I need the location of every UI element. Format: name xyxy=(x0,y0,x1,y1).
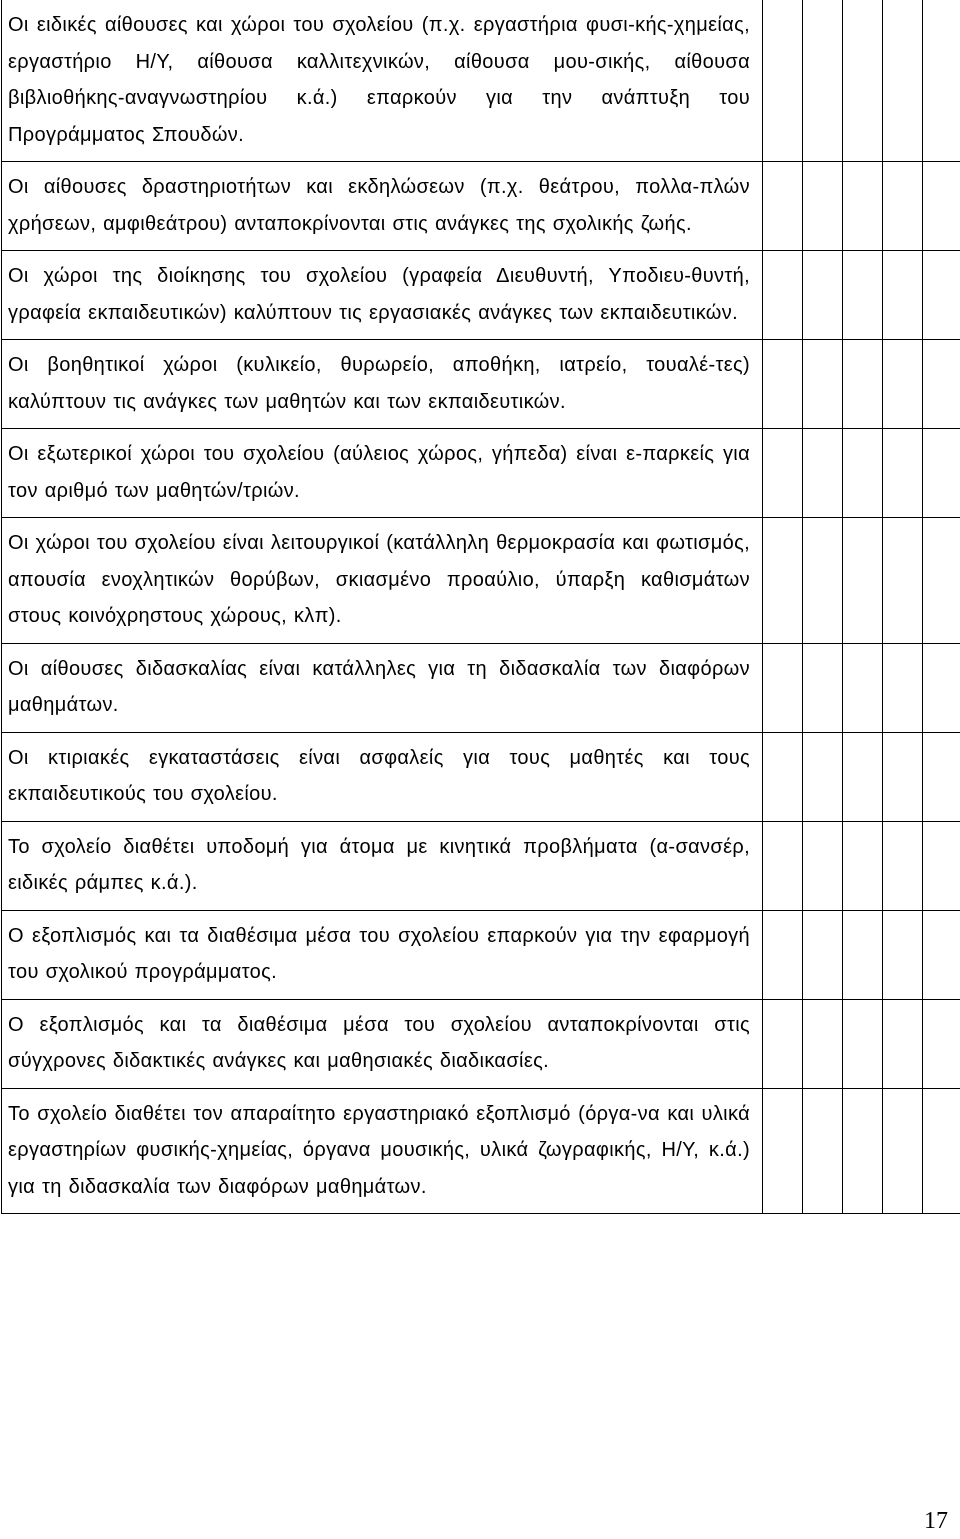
statement-text: Οι χώροι του σχολείου είναι λειτουργικοί (κατάλληλη θερμοκρασία και φωτισμός, απουσία ενοχλητικών θορύβων, σκιασμένο προαύλιο, ύπαρξη καθισμάτων στους κοινόχρηστους χώρους, κλπ). xyxy=(8,532,750,627)
table-row xyxy=(2,643,960,732)
rating-cell[interactable] xyxy=(763,429,803,518)
statement-cell xyxy=(2,429,763,518)
rating-cell[interactable] xyxy=(803,1088,843,1214)
table-row xyxy=(2,340,960,429)
rating-cell[interactable] xyxy=(803,162,843,251)
rating-cell[interactable] xyxy=(923,0,960,162)
table-row xyxy=(2,162,960,251)
page-number: 17 xyxy=(924,1508,948,1534)
rating-cell[interactable] xyxy=(883,732,923,821)
statement-cell xyxy=(2,251,763,340)
rating-cell[interactable] xyxy=(883,999,923,1088)
rating-cell[interactable] xyxy=(923,910,960,999)
rating-cell[interactable] xyxy=(803,999,843,1088)
rating-cell[interactable] xyxy=(763,821,803,910)
rating-cell[interactable] xyxy=(803,251,843,340)
rating-cell[interactable] xyxy=(843,1088,883,1214)
statement-cell xyxy=(2,821,763,910)
rating-cell[interactable] xyxy=(803,340,843,429)
statement-text: Το σχολείο διαθέτει υποδομή για άτομα με κινητικά προβλήματα (α-σανσέρ, ειδικές ράμπες κ.ά.). xyxy=(8,835,750,894)
rating-cell[interactable] xyxy=(843,518,883,644)
rating-cell[interactable] xyxy=(883,910,923,999)
rating-cell[interactable] xyxy=(883,251,923,340)
rating-cell[interactable] xyxy=(923,999,960,1088)
rating-cell[interactable] xyxy=(883,0,923,162)
rating-cell[interactable] xyxy=(843,340,883,429)
table-row xyxy=(2,821,960,910)
statement-cell xyxy=(2,643,763,732)
rating-cell[interactable] xyxy=(803,821,843,910)
statement-text: Ο εξοπλισμός και τα διαθέσιμα μέσα του σχολείου ανταποκρίνονται στις σύγχρονες διδακτικές ανάγκες και μαθησιακές διαδικασίες. xyxy=(8,1013,750,1072)
statement-cell xyxy=(2,910,763,999)
rating-cell[interactable] xyxy=(843,910,883,999)
rating-cell[interactable] xyxy=(883,429,923,518)
statement-cell xyxy=(2,732,763,821)
statement-text: Οι κτιριακές εγκαταστάσεις είναι ασφαλείς για τους μαθητές και τους εκπαιδευτικούς του σχολείου. xyxy=(8,746,750,805)
rating-cell[interactable] xyxy=(843,821,883,910)
table-row xyxy=(2,429,960,518)
statement-text: Οι χώροι της διοίκησης του σχολείου (γραφεία Διευθυντή, Υποδιευ-θυντή, γραφεία εκπαιδευτικών) καλύπτουν τις εργασιακές ανάγκες των εκπαιδευτικών. xyxy=(8,265,750,324)
rating-cell[interactable] xyxy=(763,340,803,429)
rating-cell[interactable] xyxy=(763,1088,803,1214)
rating-cell[interactable] xyxy=(923,429,960,518)
rating-cell[interactable] xyxy=(923,340,960,429)
table-row xyxy=(2,518,960,644)
table-row xyxy=(2,251,960,340)
rating-cell[interactable] xyxy=(843,732,883,821)
rating-cell[interactable] xyxy=(883,643,923,732)
statement-cell xyxy=(2,518,763,644)
table-row xyxy=(2,732,960,821)
statement-cell xyxy=(2,0,763,162)
rating-cell[interactable] xyxy=(763,162,803,251)
rating-cell[interactable] xyxy=(763,910,803,999)
statement-text: Οι αίθουσες διδασκαλίας είναι κατάλληλες για τη διδασκαλία των διαφόρων μαθημάτων. xyxy=(8,657,750,716)
rating-cell[interactable] xyxy=(803,910,843,999)
rating-cell[interactable] xyxy=(883,162,923,251)
rating-cell[interactable] xyxy=(763,643,803,732)
rating-cell[interactable] xyxy=(763,999,803,1088)
rating-cell[interactable] xyxy=(843,162,883,251)
rating-cell[interactable] xyxy=(923,1088,960,1214)
rating-cell[interactable] xyxy=(843,251,883,340)
rating-cell[interactable] xyxy=(883,1088,923,1214)
table-row xyxy=(2,1088,960,1214)
statement-text: Οι αίθουσες δραστηριοτήτων και εκδηλώσεων (π.χ. θεάτρου, πολλα-πλών χρήσεων, αμφιθεάτρου) ανταποκρίνονται στις ανάγκες της σχολικής ζωής. xyxy=(8,176,750,235)
rating-cell[interactable] xyxy=(803,518,843,644)
rating-cell[interactable] xyxy=(763,518,803,644)
rating-cell[interactable] xyxy=(923,643,960,732)
table-row xyxy=(2,0,960,162)
rating-cell[interactable] xyxy=(803,732,843,821)
statement-text: Ο εξοπλισμός και τα διαθέσιμα μέσα του σχολείου επαρκούν για την εφαρμογή του σχολικού προγράμματος. xyxy=(8,924,750,983)
rating-cell[interactable] xyxy=(923,518,960,644)
rating-cell[interactable] xyxy=(923,732,960,821)
statement-cell xyxy=(2,162,763,251)
rating-cell[interactable] xyxy=(843,643,883,732)
rating-cell[interactable] xyxy=(883,518,923,644)
statement-text: Οι εξωτερικοί χώροι του σχολείου (αύλειος χώρος, γήπεδα) είναι ε-παρκείς για τον αριθμό των μαθητών/τριών. xyxy=(8,443,750,502)
table-row xyxy=(2,910,960,999)
rating-cell[interactable] xyxy=(763,732,803,821)
rating-cell[interactable] xyxy=(763,251,803,340)
table-row xyxy=(2,999,960,1088)
statement-cell xyxy=(2,999,763,1088)
statement-cell xyxy=(2,1088,763,1214)
rating-cell[interactable] xyxy=(923,821,960,910)
rating-cell[interactable] xyxy=(883,340,923,429)
rating-cell[interactable] xyxy=(803,643,843,732)
statement-text: Οι βοηθητικοί χώροι (κυλικείο, θυρωρείο, αποθήκη, ιατρείο, τουαλέ-τες) καλύπτουν τις ανάγκες των μαθητών και των εκπαιδευτικών. xyxy=(8,354,750,413)
rating-cell[interactable] xyxy=(803,0,843,162)
statement-text: Οι ειδικές αίθουσες και χώροι του σχολείου (π.χ. εργαστήρια φυσι-κής-χημείας, εργαστήριο Η/Υ, αίθουσα καλλιτεχνικών, αίθουσα μου-σικής, αίθουσα βιβλιοθήκης-αναγνωστηρίου κ.ά.) επαρκούν για την ανάπτυξη του Προγράμματος Σπουδών. xyxy=(8,14,750,146)
rating-cell[interactable] xyxy=(923,251,960,340)
rating-cell[interactable] xyxy=(843,429,883,518)
rating-cell[interactable] xyxy=(763,0,803,162)
rating-cell[interactable] xyxy=(883,821,923,910)
rating-cell[interactable] xyxy=(923,162,960,251)
rating-cell[interactable] xyxy=(803,429,843,518)
statement-text: Το σχολείο διαθέτει τον απαραίτητο εργαστηριακό εξοπλισμό (όργα-να και υλικά εργαστηρίων φυσικής-χημείας, όργανα μουσικής, υλικά ζωγραφικής, Η/Υ, κ.ά.) για τη διδασκαλία των διαφόρων μαθημάτων. xyxy=(8,1102,750,1198)
rating-cell[interactable] xyxy=(843,999,883,1088)
statement-cell xyxy=(2,340,763,429)
rating-cell[interactable] xyxy=(843,0,883,162)
evaluation-table xyxy=(1,0,960,1214)
